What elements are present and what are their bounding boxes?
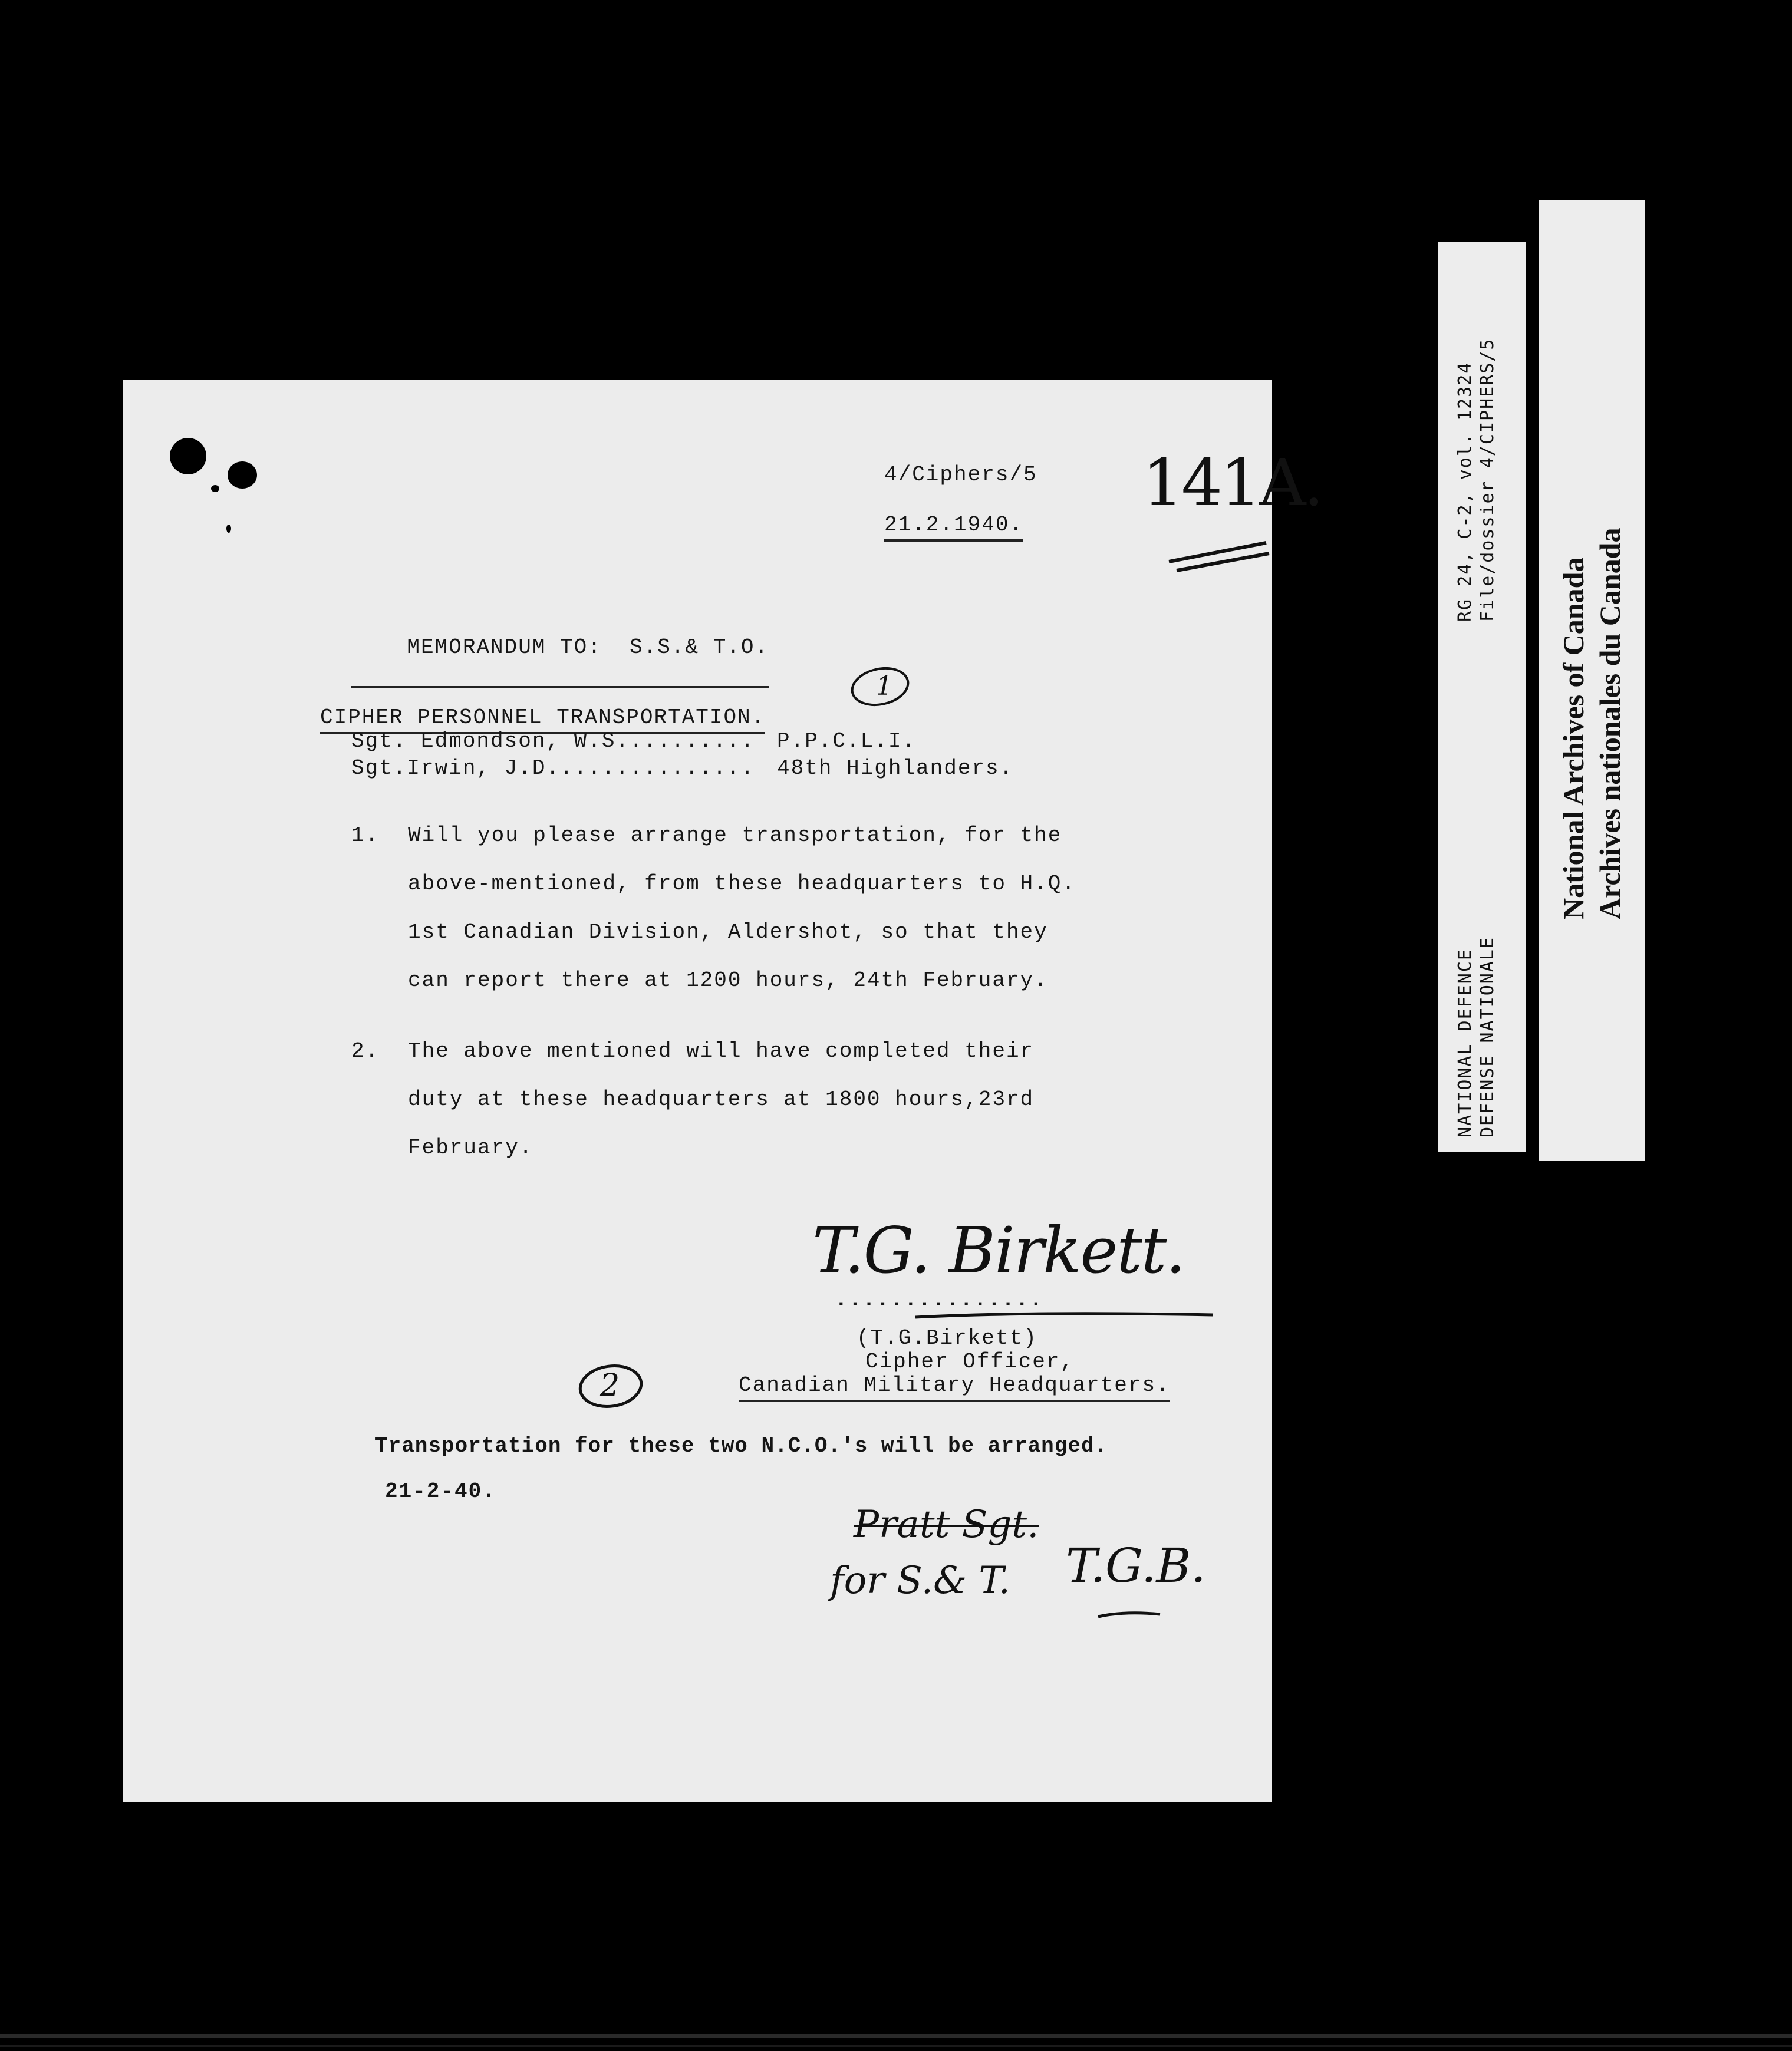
signatory-name: (T.G.Birkett) (857, 1326, 1037, 1350)
archive-reference-line2: File/dossier 4/CIPHERS/5 (1477, 338, 1498, 622)
paragraph-number: 1. (351, 823, 380, 848)
file-reference: 4/Ciphers/5 (884, 463, 1037, 487)
scan-border-line (0, 2034, 1792, 2038)
punch-hole-blot (228, 461, 257, 489)
memo-date: 21.2.1940. (884, 513, 1023, 542)
paragraph-number: 2. (351, 1039, 380, 1063)
national-archives-strip (1539, 200, 1645, 1161)
archive-reference-line1: RG 24, C-2, vol. 12324 (1455, 361, 1475, 622)
reply-initials: T.G.B. (1066, 1538, 1206, 1593)
personnel-name: Sgt. Edmondson, W.S.......... (351, 729, 755, 753)
folio-underline (1166, 538, 1272, 573)
paragraph-line: duty at these headquarters at 1800 hours,23rd (408, 1087, 1035, 1112)
ink-speck (226, 525, 231, 533)
memo-to-label: MEMORANDUM TO: (407, 635, 602, 660)
initials-underline (1095, 1606, 1166, 1624)
circle-number-2: 2 (600, 1368, 620, 1403)
personnel-unit: P.P.C.L.I. (777, 729, 917, 753)
archive-reference-strip (1438, 242, 1526, 1152)
handwritten-signature: T.G. Birkett. (812, 1214, 1185, 1288)
paragraph-line: above-mentioned, from these headquarters to H.Q. (408, 872, 1076, 896)
archives-name-french: Archives nationales du Canada (1593, 527, 1626, 919)
personnel-unit: 48th Highlanders. (777, 756, 1014, 780)
archives-name-english: National Archives of Canada (1557, 557, 1590, 919)
reply-date: 21-2-40. (385, 1479, 496, 1503)
memo-to-value: S.S.& T.O. (630, 635, 769, 660)
signature-underline (913, 1305, 1219, 1323)
circle-number-1: 1 (876, 671, 892, 701)
paragraph-line: 1st Canadian Division, Aldershot, so that they (408, 920, 1048, 944)
signatory-org: Canadian Military Headquarters. (739, 1373, 1170, 1402)
ink-speck (211, 485, 219, 492)
scan-border-line (0, 2045, 1792, 2047)
memo-page (123, 380, 1322, 1802)
paragraph-line: Will you please arrange transportation, for the (408, 823, 1062, 848)
paragraph-line: February. (408, 1136, 533, 1160)
reply-signature-line1: Pratt Sgt. (854, 1503, 1039, 1547)
reply-signature-line2: for S.& T. (830, 1559, 1010, 1602)
signature-dots: ............... (835, 1288, 1044, 1312)
punch-hole-blot (170, 438, 206, 474)
reply-text: Transportation for these two N.C.O.'s will be arranged. (375, 1434, 1108, 1458)
department-line2: DEFENSE NATIONALE (1477, 936, 1498, 1137)
signatory-title: Cipher Officer, (865, 1350, 1075, 1374)
memo-to-line (351, 611, 769, 688)
department-line1: NATIONAL DEFENCE (1455, 948, 1475, 1137)
personnel-name: Sgt.Irwin, J.D............... (351, 756, 755, 780)
memo-subject: CIPHER PERSONNEL TRANSPORTATION. (320, 705, 765, 734)
paragraph-line: The above mentioned will have completed their (408, 1039, 1035, 1063)
paragraph-line: can report there at 1200 hours, 24th February. (408, 968, 1048, 992)
folio-mark: 141A. (1142, 445, 1322, 520)
